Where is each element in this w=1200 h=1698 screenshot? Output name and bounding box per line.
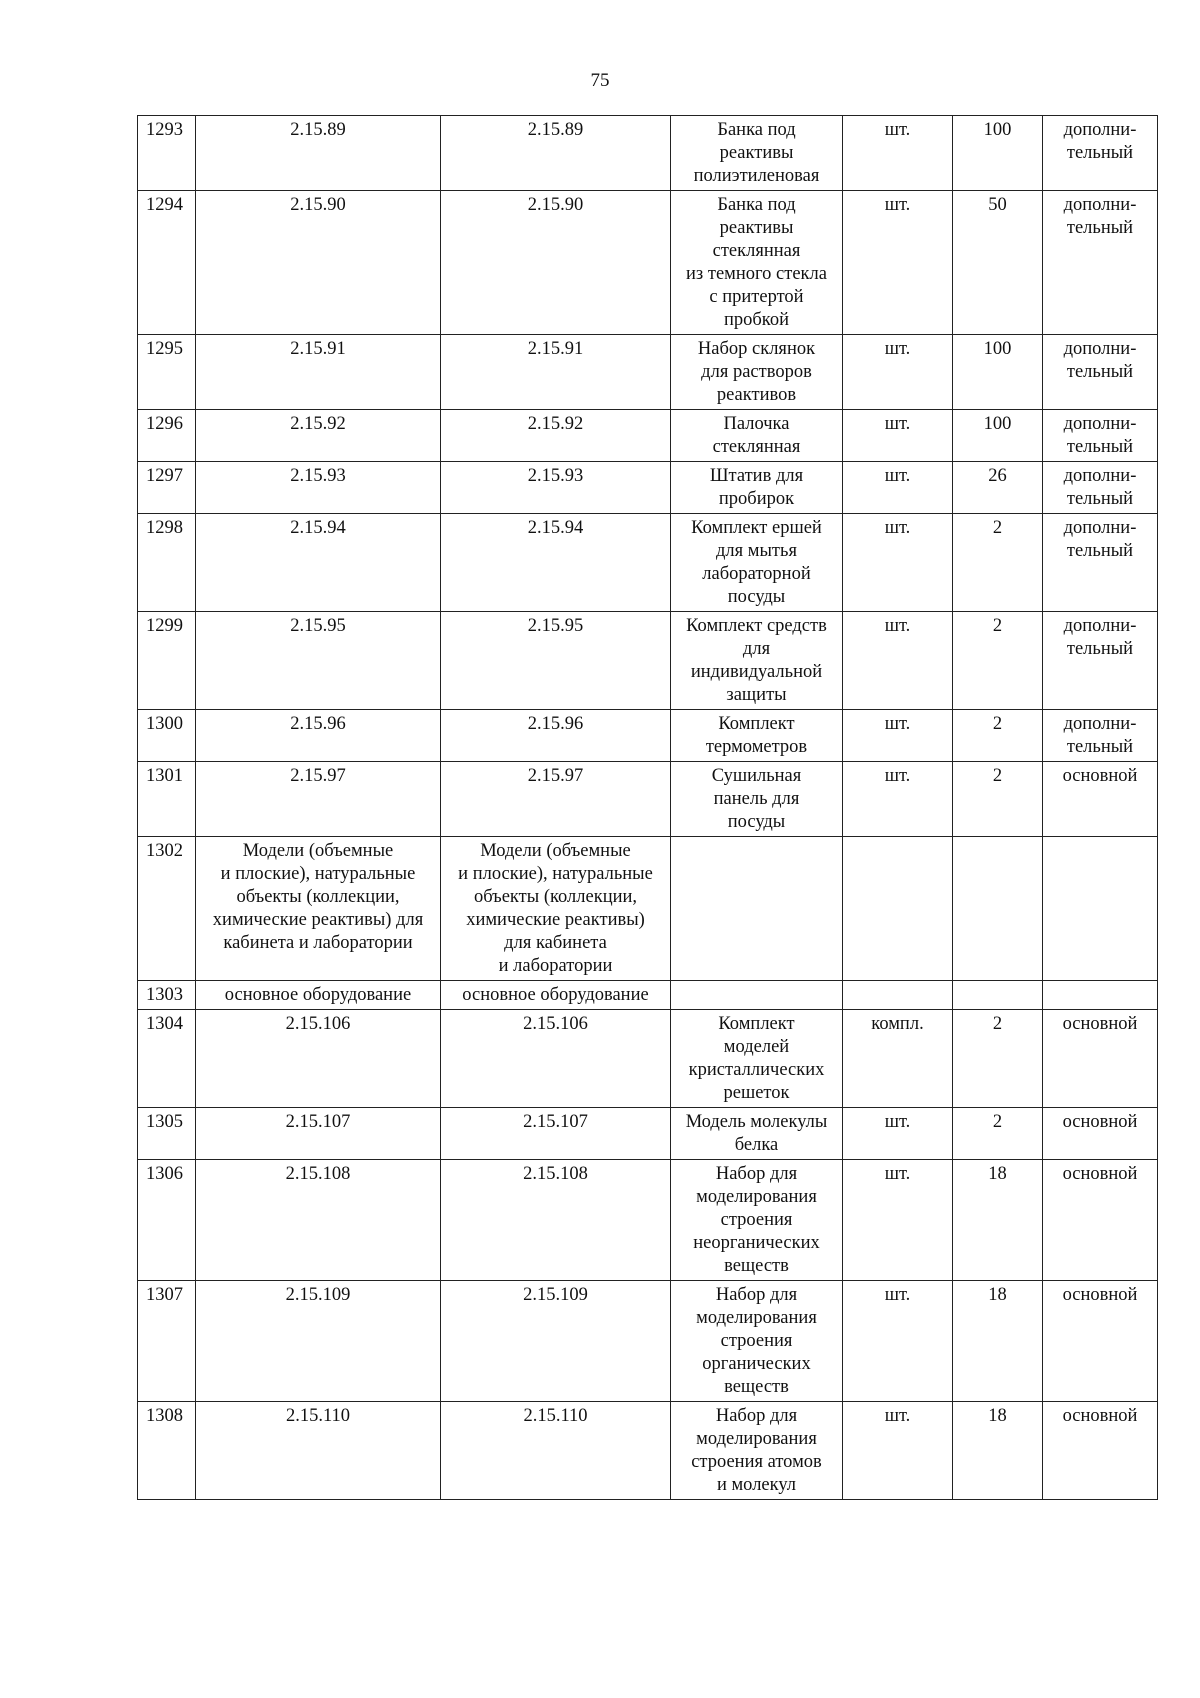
type-cell: дополни- тельный [1043,612,1158,710]
type-cell: основной [1043,1010,1158,1108]
page-number: 75 [590,70,610,91]
unit-cell: шт. [843,514,953,612]
item-name-cell: Сушильная панель для посуды [671,762,843,837]
code-cell: Модели (объемные и плоские), натуральные объекты (коллекции, химические реактивы) для кабинета и лаборатории [196,837,441,981]
unit-cell: шт. [843,762,953,837]
row-number-cell: 1302 [138,837,196,981]
row-number-cell: 1306 [138,1160,196,1281]
unit-cell: шт. [843,1108,953,1160]
code-cell: основное оборудование [196,981,441,1010]
quantity-cell: 2 [953,710,1043,762]
row-number-cell: 1298 [138,514,196,612]
type-cell: дополни- тельный [1043,710,1158,762]
item-name-cell: Комплект ершей для мытья лабораторной посуды [671,514,843,612]
table-row [138,837,1158,981]
code-cell: 2.15.95 [196,612,441,710]
type-cell: основной [1043,762,1158,837]
table-row [138,462,1158,514]
table-row [138,762,1158,837]
code-cell: 2.15.110 [196,1402,441,1500]
code-cell: 2.15.94 [196,514,441,612]
item-name-cell [671,837,843,981]
row-number-cell: 1300 [138,710,196,762]
item-name-cell: Комплект средств для индивидуальной защиты [671,612,843,710]
code-cell: 2.15.107 [441,1108,671,1160]
unit-cell: шт. [843,116,953,191]
code-cell: 2.15.97 [441,762,671,837]
unit-cell: шт. [843,1402,953,1500]
code-cell: 2.15.95 [441,612,671,710]
equipment-table [137,115,1158,1500]
code-cell: 2.15.108 [196,1160,441,1281]
quantity-cell: 18 [953,1402,1043,1500]
item-name-cell: Набор для моделирования строения атомов и молекул [671,1402,843,1500]
table-row [138,981,1158,1010]
code-cell: 2.15.92 [441,410,671,462]
type-cell: основной [1043,1108,1158,1160]
row-number-cell: 1297 [138,462,196,514]
unit-cell: шт. [843,612,953,710]
code-cell: 2.15.90 [196,191,441,335]
row-number-cell: 1307 [138,1281,196,1402]
code-cell: 2.15.92 [196,410,441,462]
item-name-cell: Набор склянок для растворов реактивов [671,335,843,410]
type-cell: дополни- тельный [1043,191,1158,335]
code-cell: 2.15.94 [441,514,671,612]
quantity-cell: 2 [953,612,1043,710]
table-row [138,612,1158,710]
code-cell: 2.15.96 [441,710,671,762]
code-cell: 2.15.91 [441,335,671,410]
quantity-cell: 2 [953,1108,1043,1160]
code-cell: 2.15.89 [441,116,671,191]
table-row [138,410,1158,462]
table-row [138,1281,1158,1402]
code-cell: 2.15.96 [196,710,441,762]
unit-cell: компл. [843,1010,953,1108]
type-cell: дополни- тельный [1043,410,1158,462]
type-cell: дополни- тельный [1043,514,1158,612]
type-cell [1043,981,1158,1010]
quantity-cell: 50 [953,191,1043,335]
code-cell: 2.15.108 [441,1160,671,1281]
table-row [138,514,1158,612]
quantity-cell [953,837,1043,981]
item-name-cell: Набор для моделирования строения органических веществ [671,1281,843,1402]
row-number-cell: 1303 [138,981,196,1010]
code-cell: 2.15.106 [441,1010,671,1108]
item-name-cell: Комплект моделей кристаллических решеток [671,1010,843,1108]
row-number-cell: 1295 [138,335,196,410]
type-cell: основной [1043,1160,1158,1281]
row-number-cell: 1294 [138,191,196,335]
code-cell: основное оборудование [441,981,671,1010]
type-cell: основной [1043,1281,1158,1402]
row-number-cell: 1305 [138,1108,196,1160]
code-cell: 2.15.91 [196,335,441,410]
row-number-cell: 1293 [138,116,196,191]
table-row [138,335,1158,410]
quantity-cell: 18 [953,1160,1043,1281]
table-row [138,191,1158,335]
type-cell [1043,837,1158,981]
code-cell: 2.15.107 [196,1108,441,1160]
unit-cell: шт. [843,410,953,462]
quantity-cell: 18 [953,1281,1043,1402]
item-name-cell: Банка под реактивы стеклянная из темного стекла с притертой пробкой [671,191,843,335]
quantity-cell [953,981,1043,1010]
row-number-cell: 1308 [138,1402,196,1500]
type-cell: дополни- тельный [1043,335,1158,410]
unit-cell [843,981,953,1010]
type-cell: основной [1043,1402,1158,1500]
table-row [138,1160,1158,1281]
quantity-cell: 100 [953,116,1043,191]
code-cell: 2.15.93 [441,462,671,514]
table-body [138,116,1158,1500]
type-cell: дополни- тельный [1043,462,1158,514]
table-row [138,1402,1158,1500]
table-row [138,710,1158,762]
table-row [138,116,1158,191]
code-cell: 2.15.89 [196,116,441,191]
unit-cell: шт. [843,1160,953,1281]
unit-cell: шт. [843,1281,953,1402]
row-number-cell: 1304 [138,1010,196,1108]
item-name-cell: Набор для моделирования строения неорганических веществ [671,1160,843,1281]
item-name-cell: Банка под реактивы полиэтиленовая [671,116,843,191]
code-cell: 2.15.97 [196,762,441,837]
quantity-cell: 100 [953,335,1043,410]
table-row [138,1010,1158,1108]
quantity-cell: 2 [953,1010,1043,1108]
table-row [138,1108,1158,1160]
unit-cell [843,837,953,981]
code-cell: Модели (объемные и плоские), натуральные объекты (коллекции, химические реактивы) для кабинета и лаборатории [441,837,671,981]
code-cell: 2.15.106 [196,1010,441,1108]
item-name-cell [671,981,843,1010]
row-number-cell: 1299 [138,612,196,710]
type-cell: дополни- тельный [1043,116,1158,191]
code-cell: 2.15.93 [196,462,441,514]
unit-cell: шт. [843,335,953,410]
unit-cell: шт. [843,710,953,762]
item-name-cell: Палочка стеклянная [671,410,843,462]
code-cell: 2.15.109 [441,1281,671,1402]
item-name-cell: Комплект термометров [671,710,843,762]
row-number-cell: 1296 [138,410,196,462]
quantity-cell: 26 [953,462,1043,514]
item-name-cell: Модель молекулы белка [671,1108,843,1160]
unit-cell: шт. [843,191,953,335]
unit-cell: шт. [843,462,953,514]
quantity-cell: 2 [953,762,1043,837]
quantity-cell: 100 [953,410,1043,462]
row-number-cell: 1301 [138,762,196,837]
code-cell: 2.15.110 [441,1402,671,1500]
item-name-cell: Штатив для пробирок [671,462,843,514]
code-cell: 2.15.109 [196,1281,441,1402]
code-cell: 2.15.90 [441,191,671,335]
quantity-cell: 2 [953,514,1043,612]
